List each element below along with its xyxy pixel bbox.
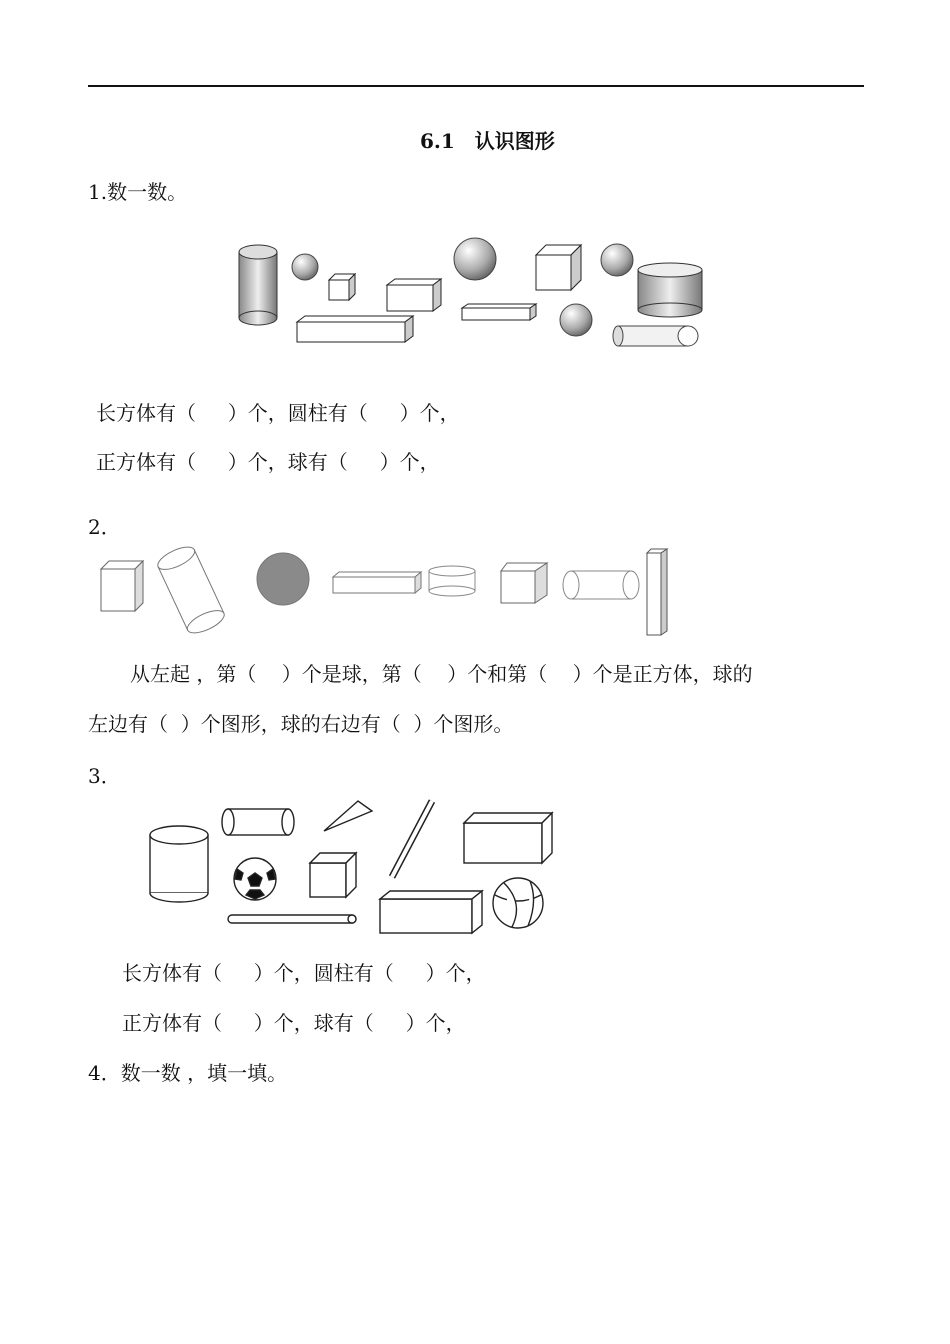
cylinder-icon	[155, 543, 228, 638]
q3-line1: 长方体有（ ）个，圆柱有（ ）个，	[122, 961, 486, 985]
sphere-icon	[454, 238, 496, 280]
cuboid-icon	[464, 813, 552, 863]
cuboid-icon	[647, 549, 667, 635]
cylinder-icon	[563, 571, 639, 599]
cylinder-icon	[239, 245, 277, 325]
basketball-icon	[493, 878, 543, 928]
q2-heading: 2．	[88, 515, 121, 539]
stick-icon	[228, 915, 356, 923]
cube-icon	[310, 853, 356, 897]
q2-shapes-figure	[95, 545, 675, 640]
sphere-icon	[560, 304, 592, 336]
sphere-icon	[601, 244, 633, 276]
sphere-icon	[292, 254, 318, 280]
q2-line1: 从左起 ，第（ ）个是球，第（ ）个和第（ ）个是正方体，球的	[130, 662, 753, 686]
q3-line2: 正方体有（ ）个，球有（ ）个，	[122, 1011, 466, 1035]
cuboid-icon	[297, 316, 413, 342]
page-title: 6.1 认识图形	[420, 129, 555, 153]
cylinder-icon	[638, 263, 702, 317]
q3-shapes-figure	[140, 795, 560, 940]
stick-icon	[392, 801, 432, 877]
cylinder-icon	[613, 326, 698, 346]
q1-line1: 长方体有（ ）个，圆柱有（ ）个，	[96, 401, 460, 425]
cylinder-icon	[222, 809, 294, 835]
cube-icon	[329, 274, 355, 300]
q1-heading: 1.数一数。	[88, 180, 188, 204]
q1-line2: 正方体有（ ）个，球有（ ）个，	[96, 450, 440, 474]
cuboid-icon	[333, 572, 421, 593]
cuboid-icon	[387, 279, 441, 311]
q1-shapes-figure	[225, 228, 715, 358]
cube-icon	[501, 563, 547, 603]
cuboid-icon	[380, 891, 482, 933]
cube-icon	[536, 245, 581, 290]
triangle-icon	[324, 801, 372, 831]
soccer-ball-icon	[234, 858, 276, 900]
cylinder-icon	[429, 566, 475, 596]
q2-line2: 左边有（ ）个图形，球的右边有（ ）个图形。	[88, 712, 514, 736]
header-rule	[88, 85, 864, 87]
cuboid-icon	[462, 304, 536, 320]
q3-heading: 3．	[88, 764, 121, 788]
cylinder-icon	[150, 826, 208, 902]
cube-icon	[101, 561, 143, 611]
q4-heading: 4．数一数 ，填一填。	[88, 1061, 288, 1085]
sphere-icon	[257, 553, 309, 605]
